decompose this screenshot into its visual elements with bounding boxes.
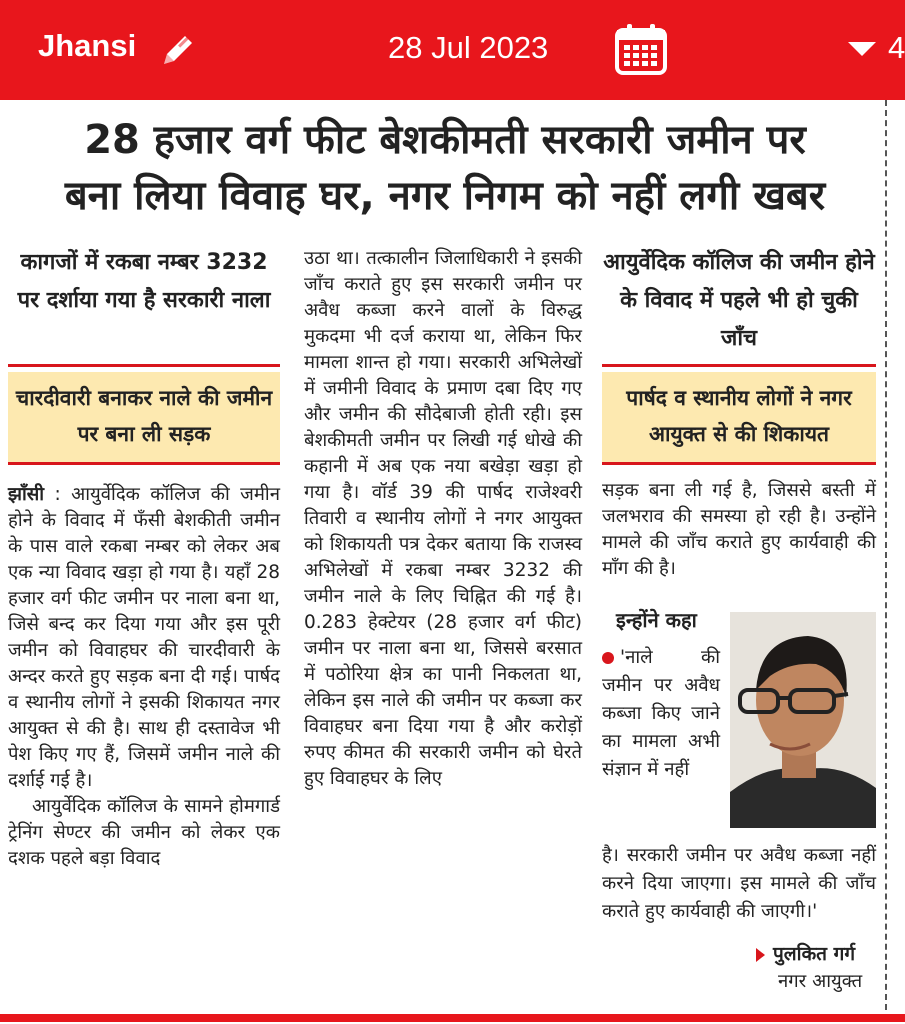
right-subheading: आयुर्वेदिक कॉलिज की जमीन होने के विवाद में पहले भी हो चुकी जाँच <box>603 250 875 351</box>
official-quote-continued: है। सरकारी जमीन पर अवैध कब्जा नहीं करने दिया जाएगा। इस मामले की जाँच कराते हुए कार्यवाही की जाएगी।' <box>602 845 876 922</box>
dateline: झाँसी <box>8 484 45 505</box>
person-photo-icon <box>730 612 876 828</box>
official-name-text: पुलकित गर्ग <box>773 943 856 965</box>
paragraph-text: : आयुर्वेदिक कॉलिज की जमीन होने के विवाद में फँसी बेशकीती जमीन के पास वाले रकबा नम्बर को लेकर अब एक न्या विवाद खड़ा हो गया है। यहाँ 28 हजार वर्ग फीट जमीन पर नाला बना था, जिसे बन्द कर दिया गया और इस पूरी जमीन को विवाहघर की चारदीवारी के अन्दर करते हुए सड़क बना दी गई। पार्षद व स्थानीय लोगों ने इसकी शिकायत नगर आयुक्त से की है। साथ ही दस्तावेज भी पेश किए गए हैं, जिसमें जमीन नाले की दर्शाई गई है। <box>8 484 280 791</box>
page-edge-divider <box>885 100 887 1010</box>
bullet-icon <box>602 652 614 664</box>
right-highlight-box: पार्षद व स्थानीय लोगों ने नगर आयुक्त से की शिकायत <box>602 372 876 462</box>
divider <box>8 462 280 465</box>
headline-line-1: 28 हजार वर्ग फीट बेशकीमती सरकारी जमीन पर <box>84 117 806 163</box>
article-column-2 <box>304 246 582 792</box>
official-quote <box>602 644 720 784</box>
bottom-divider <box>0 1014 905 1022</box>
calendar-icon[interactable] <box>614 22 668 76</box>
divider <box>8 364 280 367</box>
triangle-bullet-icon <box>756 948 765 962</box>
article-headline <box>10 112 880 224</box>
paragraph <box>8 482 280 794</box>
caret-down-icon[interactable] <box>848 42 876 56</box>
left-highlight-box: चारदीवारी बनाकर नाले की जमीन पर बना ली सड़क <box>8 372 280 462</box>
paragraph: सड़क बना ली गई है, जिससे बस्ती में जलभराव की समस्या हो रही है। उन्होंने मामले की जाँच कराते हुए कार्यवाही की माँग की है। <box>602 480 876 579</box>
headline-line-2: बना लिया विवाह घर, नगर निगम को नहीं लगी खबर <box>64 173 826 219</box>
official-name <box>756 940 855 966</box>
page-number-partial[interactable]: 4 <box>888 30 905 65</box>
top-bar <box>0 0 905 100</box>
pencil-icon[interactable] <box>158 30 198 70</box>
official-designation: नगर आयुक्त <box>778 971 863 992</box>
official-photo <box>730 612 876 828</box>
quote-text: 'नाले की जमीन पर अवैध कब्जा किए जाने का मामला अभी संज्ञान में नहीं <box>602 647 720 780</box>
paragraph: आयुर्वेदिक कॉलिज के सामने होमगार्ड ट्रेनिंग सेण्टर की जमीन को लेकर एक दशक पहले बड़ा विवाद <box>8 796 280 869</box>
paragraph: उठा था। तत्कालीन जिलाधिकारी ने इसकी जाँच कराते हुए इस सरकारी जमीन पर अवैध कब्जा करने वालों के विरुद्ध मुकदमा भी दर्ज कराया था, लेकिन फिर मामला शान्त हो गया। सरकारी अभिलेखों में जमीनी विवाद के प्रमाण दबा दिए गए और जमीन की सौदेबाजी होती रही। इस बेशकीमती जमीन पर लिखी गई धोखे की कहानी में अब एक नया बखेड़ा खड़ा हो गया है। वॉर्ड 39 की पार्षद राजेश्वरी तिवारी व स्थानीय लोगों ने नगर आयुक्त को शिकायती पत्र देकर बताया कि राजस्व अभिलेखों में रकबा नम्बर 3232 की जमीन नाले के लिए चिह्नित की गई है। 0.283 हेक्टेयर (28 हजार वर्ग फीट) जमीन पर नाला बना था, जिससे बरसात में पठोरिया क्षेत्र का पानी निकलता था, लेकिन इस नाले की जमीन पर कब्जा कर विवाहघर बना दिया गया है और करोड़ों रुपए कीमत की सरकारी जमीन को घेरते हुए विवाहघर के लिए <box>304 248 582 789</box>
quote-label: इन्होंने कहा <box>616 608 697 632</box>
article-column-1 <box>8 482 280 872</box>
divider <box>602 364 876 367</box>
edition-date[interactable]: 28 Jul 2023 <box>388 30 549 65</box>
divider <box>602 462 876 465</box>
left-subheading: कागजों में रकबा नम्बर 3232 पर दर्शाया गया है सरकारी नाला <box>17 250 271 313</box>
article-column-3 <box>602 478 876 582</box>
city-selector[interactable]: Jhansi <box>38 28 137 63</box>
